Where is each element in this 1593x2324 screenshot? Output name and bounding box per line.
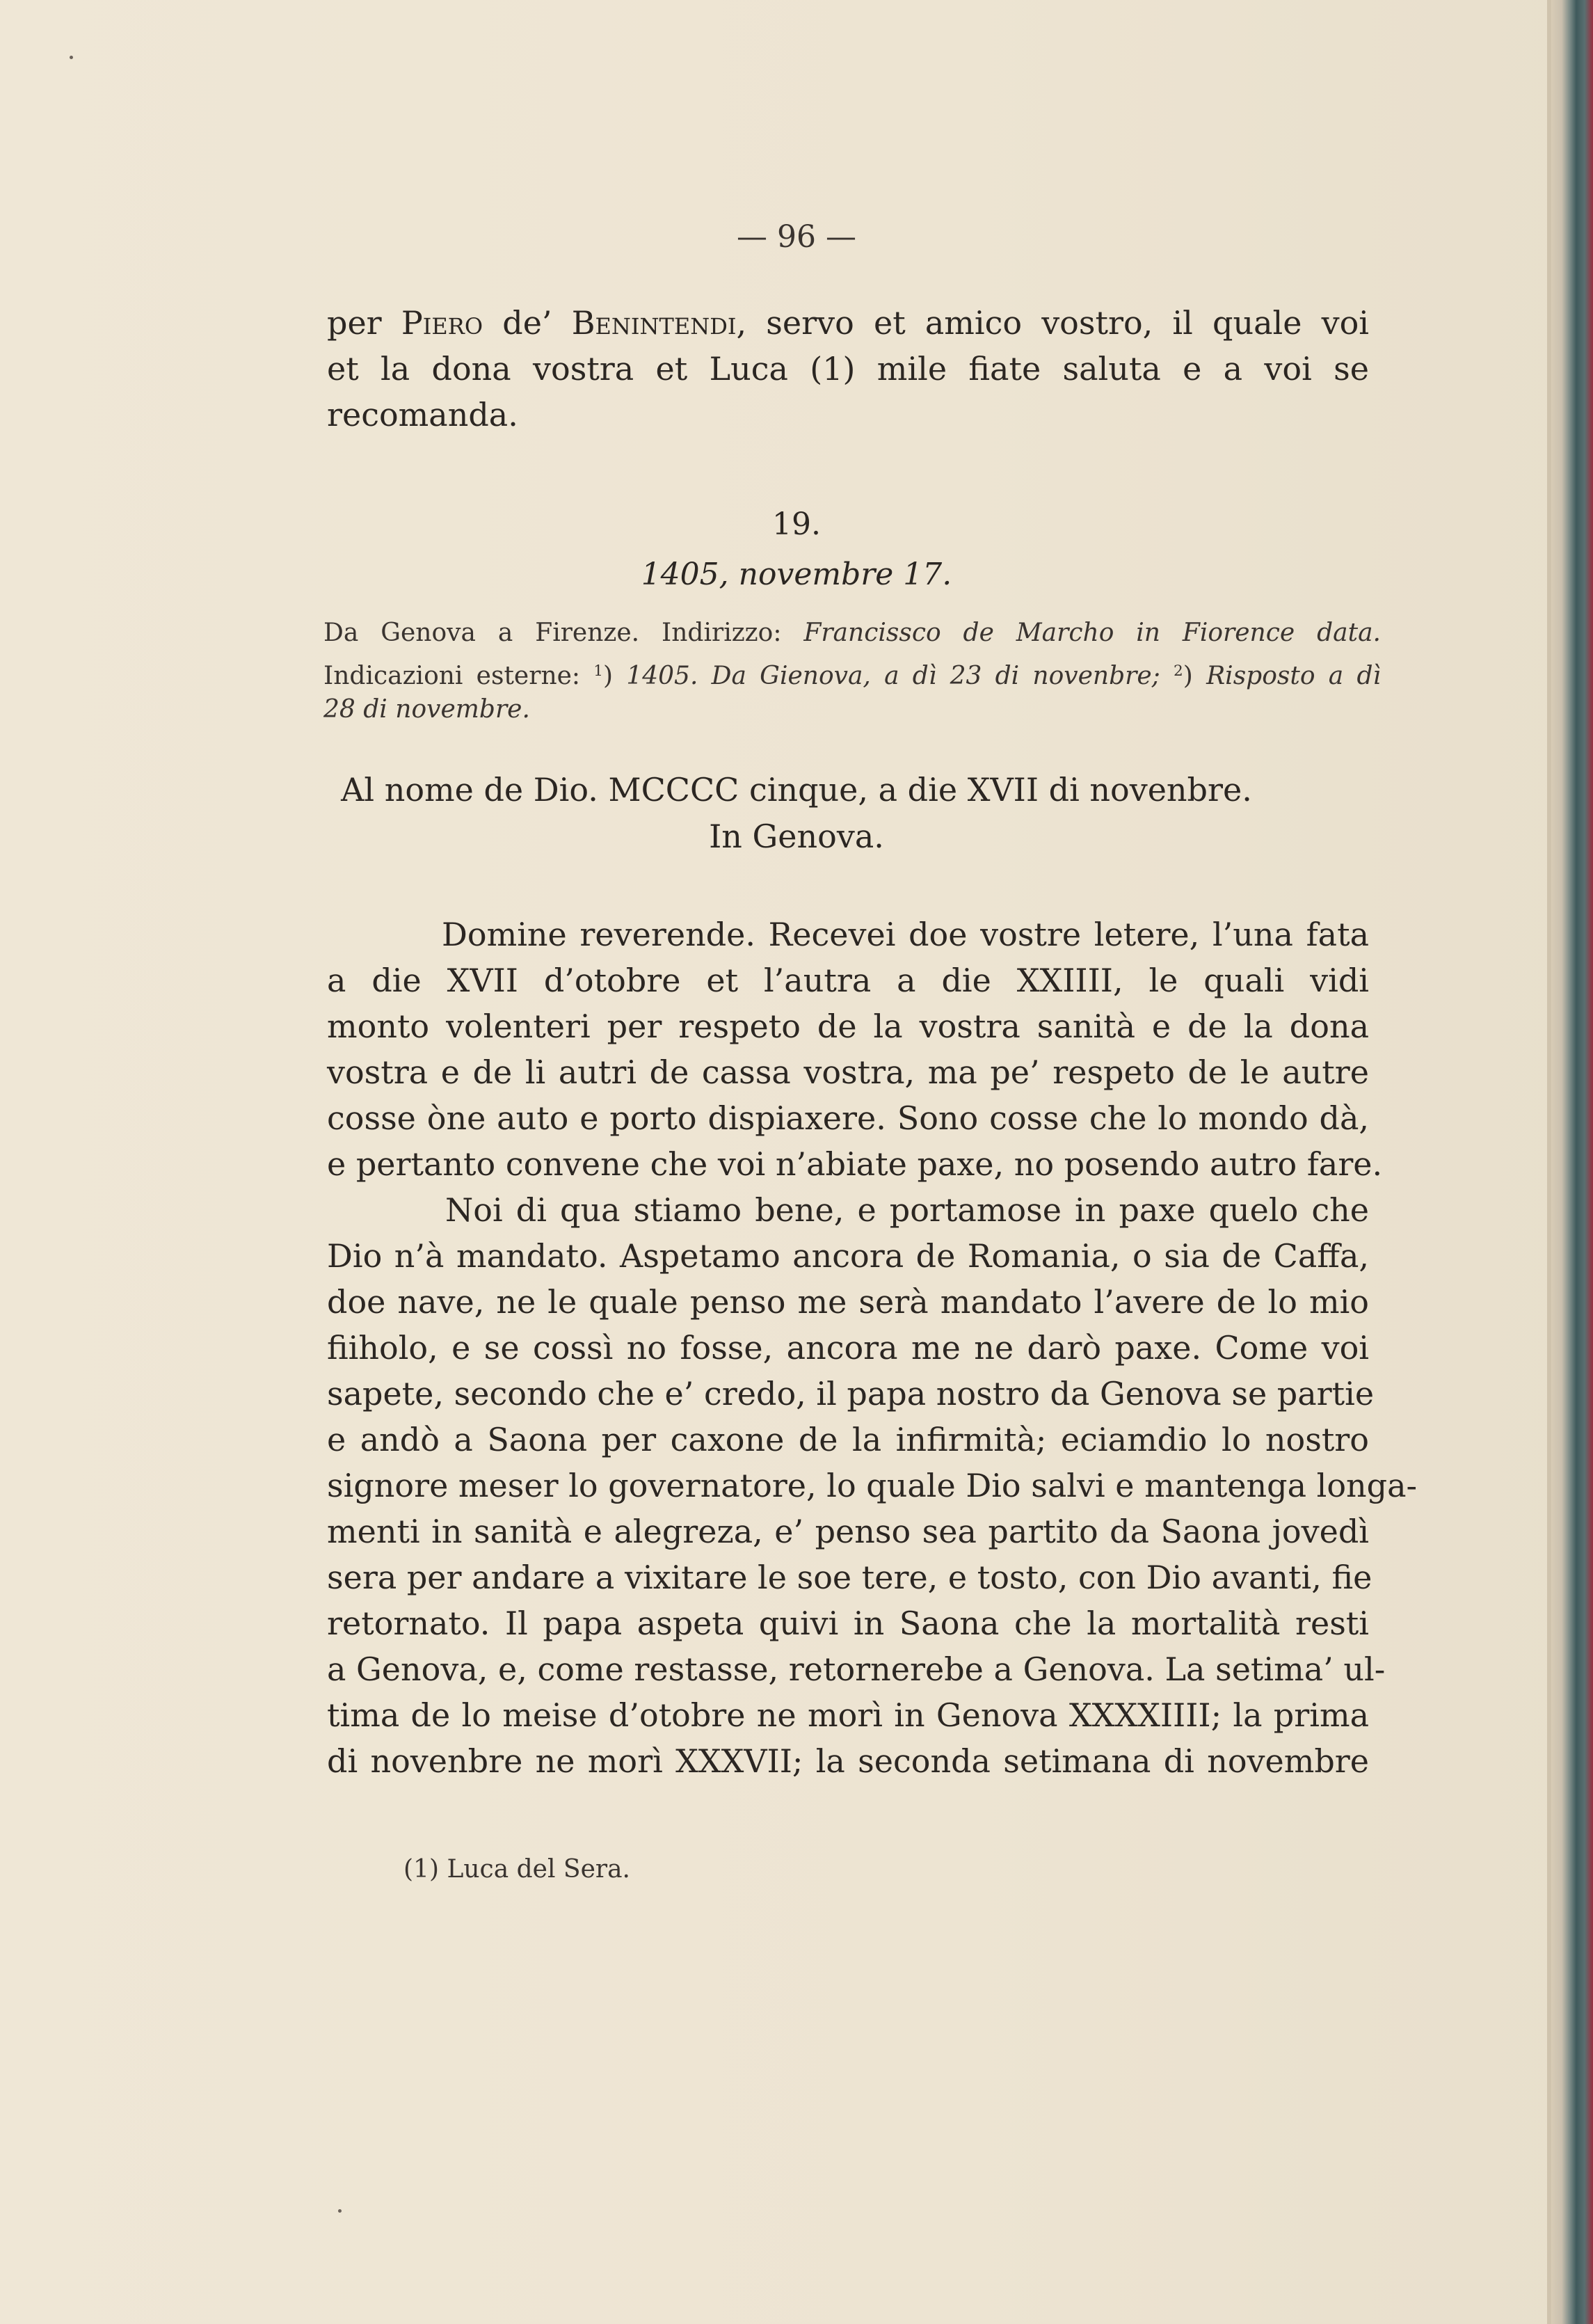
intro-line-1: per Piero de’ Benintendi, servo et amico vostro, il quale voi [327, 304, 1369, 342]
body-line: sera per andare a vixitare le soe tere, e tosto, con Dio avanti, fie [327, 1559, 1372, 1596]
note-line-1: Da Genova a Firenze. Indirizzo: Francissco de Marcho in Fiorence data. [323, 619, 1381, 647]
paper-speck [338, 2209, 342, 2213]
body-line: e pertanto convene che voi n’abiate paxe, no posendo autro fare. [327, 1145, 1383, 1183]
letter-number: 19. [772, 507, 821, 542]
note-line-3: 28 di novembre. [323, 695, 530, 724]
body-line: di novenbre ne morì XXXVII; la seconda setimana di novembre [327, 1742, 1369, 1780]
footnote: (1) Luca del Sera. [403, 1855, 630, 1884]
name-piero: Piero [401, 304, 483, 342]
body-line: monto volenteri per respeto de la vostra sanità e de la dona [327, 1008, 1369, 1045]
letter-opening-2: In Genova. [709, 818, 884, 855]
intro-line-3: recomanda. [327, 396, 518, 433]
body-line: vostra e de li autri de cassa vostra, ma pe’ respeto de le autre [327, 1053, 1369, 1091]
letter-opening-1: Al nome de Dio. MCCCC cinque, a die XVII di novenbre. [341, 771, 1252, 809]
body-line: menti in sanità e alegreza, e’ penso sea partito da Saona jovedì [327, 1513, 1369, 1550]
body-line: Dio n’à mandato. Aspetamo ancora de Romania, o sia de Caffa, [327, 1237, 1369, 1275]
intro-line-2: et la dona vostra et Luca (1) mile fiate saluta e a voi se [327, 350, 1369, 388]
body-line: sapete, secondo che e’ credo, il papa nostro da Genova se partie [327, 1375, 1375, 1412]
body-line: fiiholo, e se cossì no fosse, ancora me ne darò paxe. Come voi [327, 1329, 1369, 1367]
name-benintendi: Benintendi [571, 304, 737, 342]
body-line: retornato. Il papa aspeta quivi in Saona che la mortalità resti [327, 1605, 1369, 1642]
body-line: Noi di qua stiamo bene, e portamose in paxe quelo che [445, 1191, 1369, 1229]
body-line: cosse òne auto e porto dispiaxere. Sono cosse che lo mondo dà, [327, 1099, 1369, 1137]
page-number: — 96 — [737, 219, 856, 255]
body-line: tima de lo meise d’otobre ne morì in Genova XXXXIIII; la prima [327, 1696, 1369, 1734]
body-line: signore meser lo governatore, lo quale Dio salvi e mantenga longa- [327, 1467, 1418, 1504]
body-line: a Genova, e, come restasse, retornerebe a Genova. La setima’ ul- [327, 1650, 1386, 1688]
body-line: e andò a Saona per caxone de la infirmità; eciamdio lo nostro [327, 1421, 1369, 1458]
paper-speck [70, 56, 73, 59]
body-line: Domine reverende. Recevei doe vostre letere, l’una fata [442, 916, 1369, 953]
book-binding [1551, 0, 1593, 2324]
body-line: a die XVII d’otobre et l’autra a die XXIIII, le quali vidi [327, 962, 1369, 999]
body-line: doe nave, ne le quale penso me serà mandato l’avere de lo mio [327, 1283, 1369, 1321]
note-line-2: Indicazioni esterne: $^1$) 1405. Da Gienova, a dì 23 di novenbre; $^2$) Risposto a dì [323, 661, 1381, 690]
letter-date: 1405, novembre 17. [641, 557, 952, 592]
